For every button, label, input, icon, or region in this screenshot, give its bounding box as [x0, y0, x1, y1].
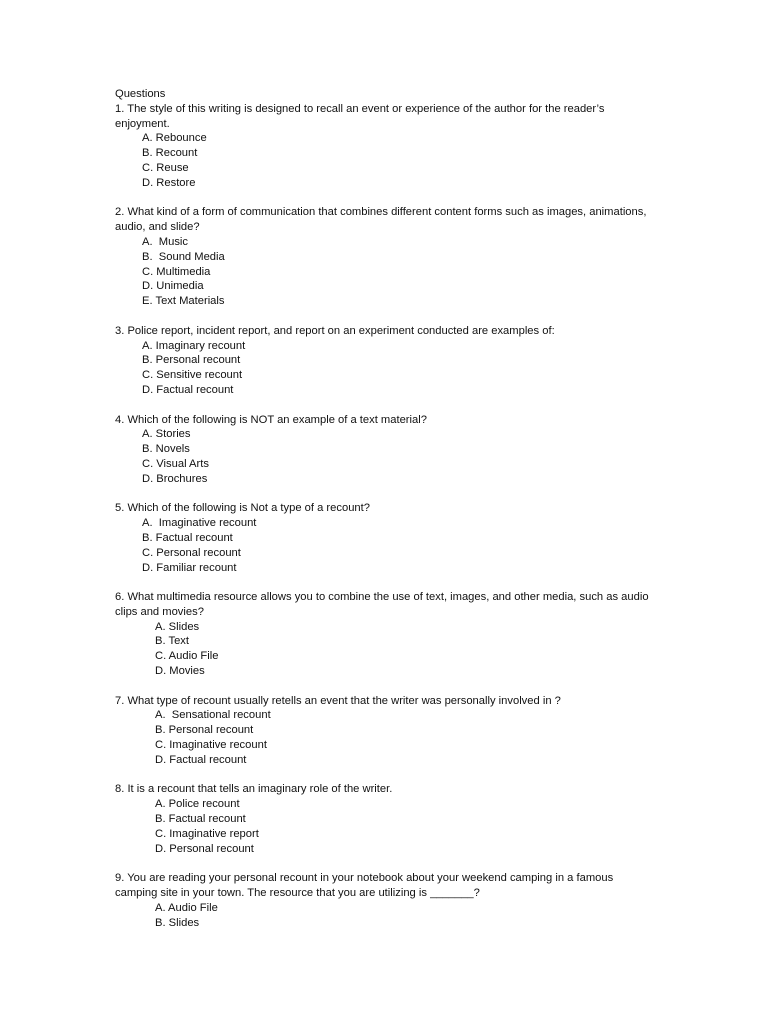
option: C. Imaginative recount	[155, 739, 267, 752]
option: A. Imaginary recount	[142, 339, 246, 352]
option-list	[115, 235, 655, 309]
question-5	[115, 501, 655, 575]
option: B. Personal recount	[142, 354, 241, 367]
question-4	[115, 413, 655, 487]
question-2	[115, 205, 655, 309]
question-text: 8. It is a recount that tells an imaginary role of the writer.	[115, 783, 393, 796]
question-text: 2. What kind of a form of communication that combines different content forms such as images, animations, audio, and slide?	[115, 206, 647, 234]
question-text: 1. The style of this writing is designed to recall an event or experience of the author for the reader’s enjoyment.	[115, 102, 605, 130]
document-page	[115, 87, 655, 945]
option: A. Music	[142, 235, 189, 248]
question-7	[115, 694, 655, 768]
option: A. Police recount	[155, 798, 240, 811]
option-list	[115, 901, 655, 931]
option: E. Text Materials	[142, 295, 225, 308]
option: B. Slides	[155, 916, 200, 929]
option: C. Personal recount	[142, 546, 241, 559]
option: B. Sound Media	[142, 250, 225, 263]
option-list	[115, 427, 655, 486]
option: C. Visual Arts	[142, 457, 209, 470]
option: B. Factual recount	[142, 531, 233, 544]
question-8	[115, 782, 655, 856]
option: B. Factual recount	[155, 813, 246, 826]
option-list	[115, 797, 655, 856]
option: A. Slides	[155, 620, 200, 633]
option: D. Factual recount	[142, 383, 234, 396]
option: D. Familiar recount	[142, 561, 237, 574]
option: D. Movies	[155, 665, 205, 678]
question-text: 7. What type of recount usually retells an event that the writer was personally involved in ?	[115, 694, 561, 707]
option: A. Imaginative recount	[142, 517, 257, 530]
option-list	[115, 516, 655, 575]
option: C. Sensitive recount	[142, 369, 243, 382]
question-9	[115, 871, 655, 930]
option: D. Unimedia	[142, 280, 204, 293]
question-6	[115, 590, 655, 679]
question-text: 3. Police report, incident report, and report on an experiment conducted are examples of:	[115, 324, 555, 337]
option: B. Novels	[142, 443, 190, 456]
option: B. Personal recount	[155, 724, 254, 737]
question-1	[115, 102, 655, 191]
option: C. Audio File	[155, 650, 219, 663]
option: C. Reuse	[142, 161, 189, 174]
option: D. Brochures	[142, 472, 208, 485]
option: A. Sensational recount	[155, 709, 271, 722]
question-text: 4. Which of the following is NOT an example of a text material?	[115, 413, 427, 426]
option: B. Text	[155, 635, 189, 648]
option: A. Stories	[142, 428, 191, 441]
option-list	[115, 620, 655, 679]
option-list	[115, 131, 655, 190]
option: A. Audio File	[155, 901, 218, 914]
option-list	[115, 708, 655, 767]
option: C. Multimedia	[142, 265, 211, 278]
question-text: 6. What multimedia resource allows you to combine the use of text, images, and other media, such as audio clips and movies?	[115, 591, 649, 618]
option: D. Personal recount	[155, 842, 254, 855]
option: D. Restore	[142, 176, 196, 189]
option: D. Factual recount	[155, 753, 247, 766]
option: C. Imaginative report	[155, 827, 259, 840]
question-3	[115, 324, 655, 398]
option-list	[115, 339, 655, 398]
option: A. Rebounce	[142, 132, 207, 145]
option: B. Recount	[142, 147, 198, 160]
question-text: 9. You are reading your personal recount in your notebook about your weekend camping in a famous camping site in your town. The resource that you are utilizing is _______?	[115, 872, 614, 900]
question-text: 5. Which of the following is Not a type of a recount?	[115, 502, 370, 515]
questions-heading: Questions	[115, 88, 166, 100]
